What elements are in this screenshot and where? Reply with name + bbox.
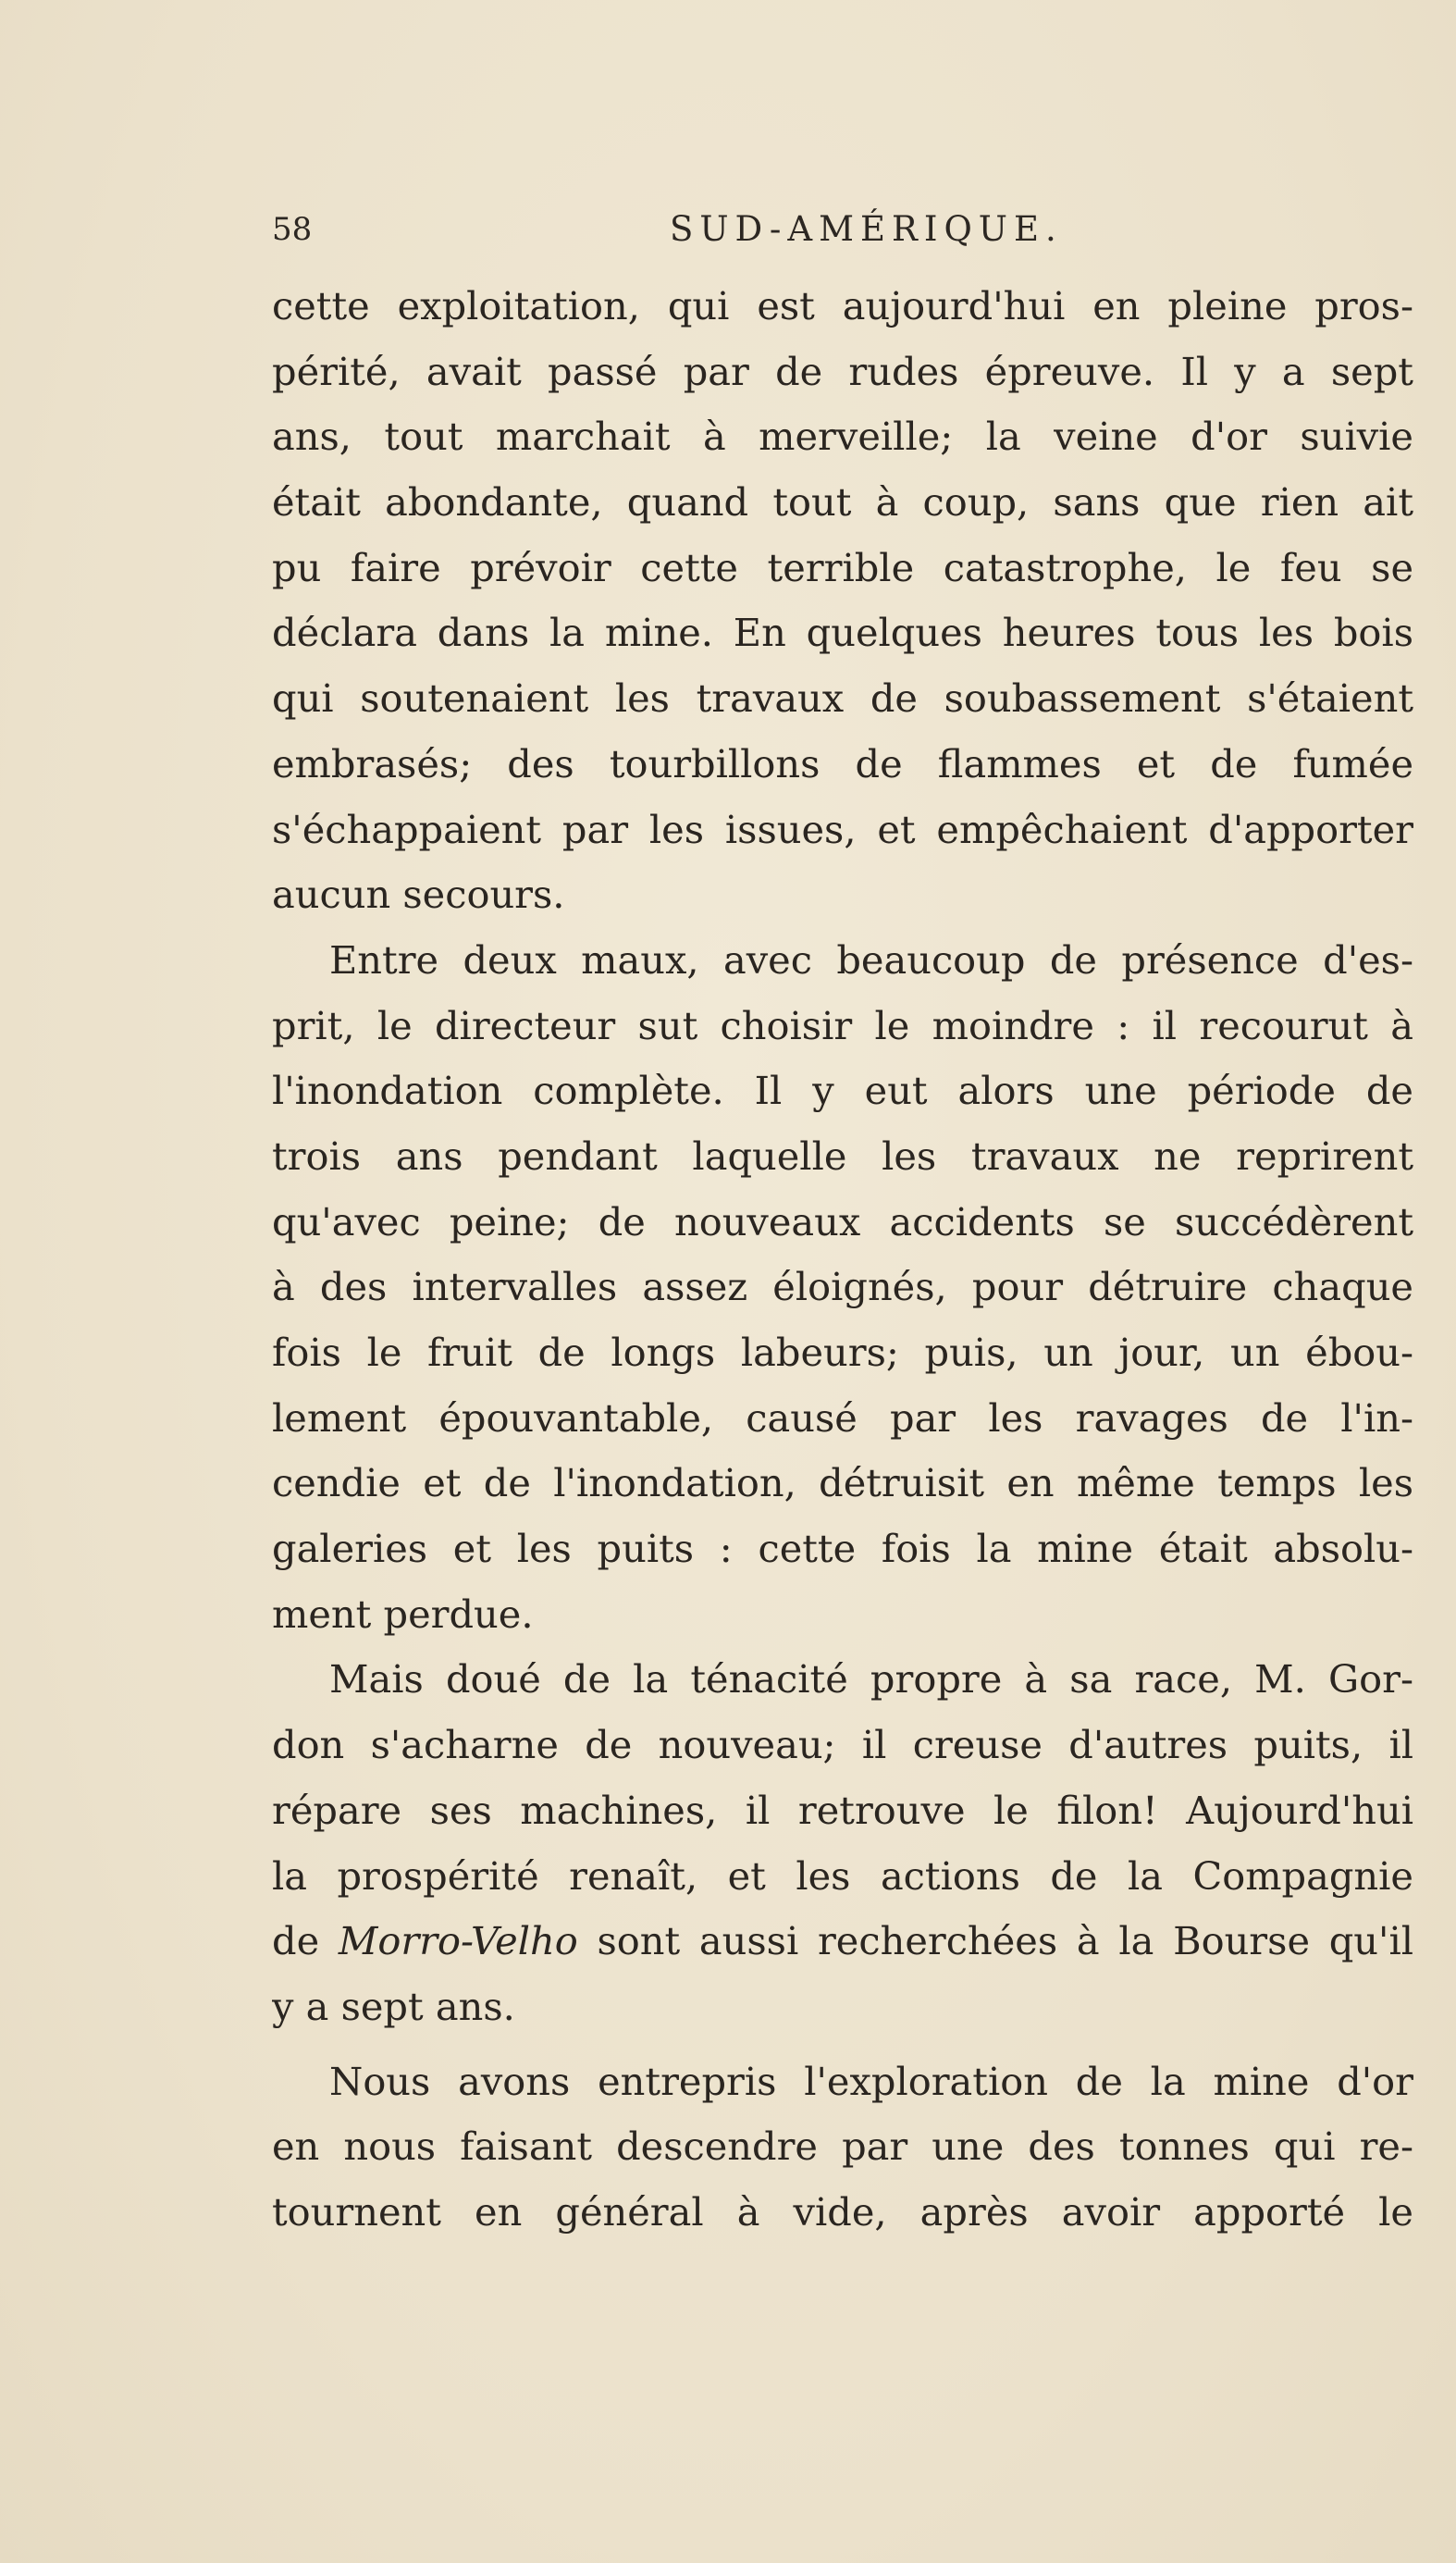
text-line: embrasés; des tourbillons de flammes et de fumée xyxy=(272,740,1413,786)
text-fragment: de xyxy=(272,1918,339,1964)
paragraph-4 xyxy=(272,2049,1413,2246)
text-line: ans, tout marchait à merveille; la veine d'or suivie xyxy=(272,414,1413,460)
body-text xyxy=(272,274,1413,2246)
text-line: était abondante, quand tout à coup, sans que rien ait xyxy=(272,479,1413,526)
text-line: trois ans pendant laquelle les travaux ne reprirent xyxy=(272,1133,1413,1179)
text-line: qu'avec peine; de nouveaux accidents se succédèrent xyxy=(272,1198,1413,1244)
text-line: l'inondation complète. Il y eut alors une période de xyxy=(272,1068,1413,1114)
text-line: don s'acharne de nouveau; il creuse d'autres puits, il xyxy=(272,1722,1413,1768)
text-line: ment perdue. xyxy=(272,1591,534,1637)
paragraph-2 xyxy=(272,928,1413,1648)
text-line: qui soutenaient les travaux de soubassement s'étaient xyxy=(272,675,1413,722)
text-line: lement épouvantable, causé par les ravages de l'in- xyxy=(272,1394,1413,1441)
text-line: fois le fruit de longs labeurs; puis, un jour, un ébou- xyxy=(272,1330,1413,1375)
text-line: aucun secours. xyxy=(272,872,565,918)
text-line: en nous faisant descendre par une des tonnes qui re- xyxy=(272,2123,1413,2170)
text-line: Nous avons entrepris l'exploration de la mine d'or xyxy=(329,2058,1413,2104)
text-line: Mais doué de la ténacité propre à sa race, M. Gor- xyxy=(329,1656,1413,1702)
text-line: y a sept ans. xyxy=(272,1983,515,2029)
mine-name-italic: Morro-Velho xyxy=(338,1918,578,1964)
text-line: Entre deux maux, avec beaucoup de présence d'es- xyxy=(329,936,1413,983)
text-line: à des intervalles assez éloignés, pour détruire chaque xyxy=(272,1264,1413,1310)
text-line: répare ses machines, il retrouve le filon! Aujourd'hui xyxy=(272,1787,1413,1833)
paragraph-1 xyxy=(272,274,1413,928)
text-line: la prospérité renaît, et les actions de la Compagnie xyxy=(272,1852,1413,1899)
text-line-mixed xyxy=(272,1909,1413,1975)
text-line: cendie et de l'inondation, détruisit en même temps les xyxy=(272,1460,1413,1506)
text-line: pu faire prévoir cette terrible catastrophe, le feu se xyxy=(272,544,1413,590)
page-number: 58 xyxy=(272,211,313,248)
text-line: périté, avait passé par de rudes épreuve. Il y a sept xyxy=(272,348,1413,394)
text-line: s'échappaient par les issues, et empêchaient d'apporter xyxy=(272,806,1413,852)
text-line: prit, le directeur sut choisir le moindre : il recourut à xyxy=(272,1002,1413,1048)
paragraph-3 xyxy=(272,1647,1413,2039)
running-title: SUD-AMÉRIQUE. xyxy=(670,209,1063,249)
text-line: déclara dans la mine. En quelques heures tous les bois xyxy=(272,610,1413,656)
text-fragment: sont aussi recherchées à la Bourse qu'il xyxy=(577,1918,1413,1964)
text-line: cette exploitation, qui est aujourd'hui en pleine pros- xyxy=(272,283,1413,328)
text-line: galeries et les puits : cette fois la mine était absolu- xyxy=(272,1526,1413,1572)
text-line: tournent en général à vide, après avoir apporté le xyxy=(272,2188,1413,2235)
